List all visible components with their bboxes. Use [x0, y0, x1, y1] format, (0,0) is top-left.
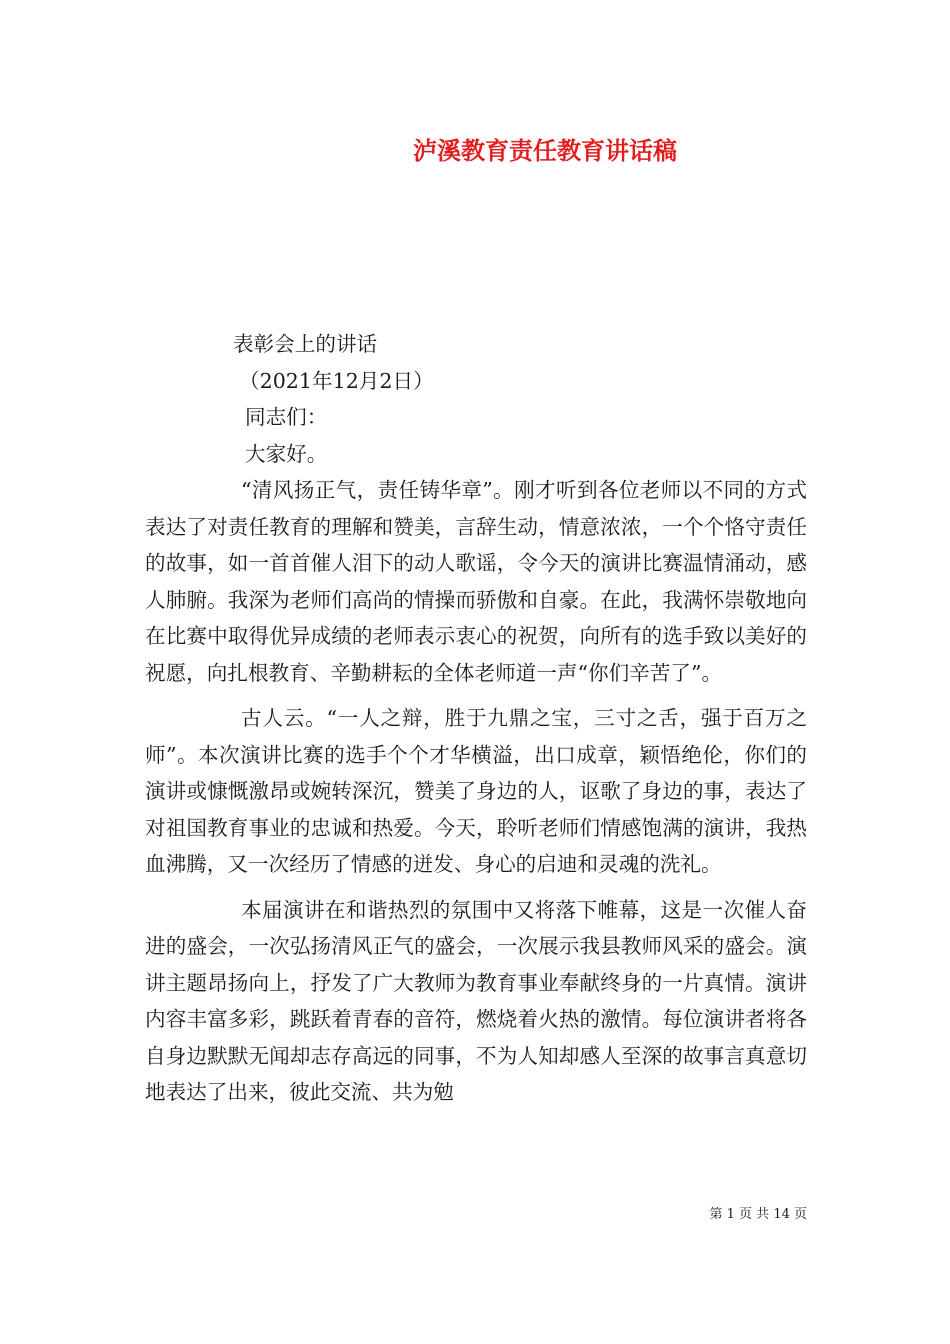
speech-date: （2021年12月2日）: [239, 368, 434, 393]
greeting: 大家好。: [245, 441, 328, 466]
salutation: 同志们：: [245, 405, 328, 429]
speech-heading: 表彰会上的讲话: [233, 332, 378, 356]
paragraph-2: 古人云。“一人之辩，胜于九鼎之宝，三寸之舌，强于百万之师”。本次演讲比赛的选手个个才华横溢，出口成章，颖悟绝伦，你们的演讲或慷慨激昂或婉转深沉，赞美了身边的人，讴歌了身边的事，表达了对祖国教育事业的忠诚和热爱。今天，聆听老师们情感饱满的演讲，我热血沸腾，又一次经历了情感的迸发、身心的启迪和灵魂的洗礼。: [145, 706, 807, 876]
paragraph-3: 本届演讲在和谐热烈的氛围中又将落下帷幕，这是一次催人奋进的盛会，一次弘扬清风正气的盛会，一次展示我县教师风采的盛会。演讲主题昂扬向上，抒发了广大教师为教育事业奉献终身的一片真情。演讲内容丰富多彩，跳跃着青春的音符，燃烧着火热的激情。每位演讲者将各自身边默默无闻却志存高远的同事，不为人知却感人至深的故事言真意切地表达了出来，彼此交流、共为勉: [145, 897, 807, 1104]
paragraph-1: “清风扬正气，责任铸华章”。刚才听到各位老师以不同的方式表达了对责任教育的理解和赞美，言辞生动，情意浓浓，一个个恪守责任的故事，如一首首催人泪下的动人歌谣，令今天的演讲比赛温情涌动，感人肺腑。我深为老师们高尚的情操而骄傲和自豪。在此，我满怀崇敬地向在比赛中取得优异成绩的老师表示衷心的祝贺，向所有的选手致以美好的祝愿，向扎根教育、辛勤耕耘的全体老师道一声“你们辛苦了”。: [145, 478, 807, 685]
page-number-footer: 第 1 页 共 14 页: [709, 1207, 807, 1222]
document-title: 泸溪教育责任教育讲话稿: [413, 137, 677, 165]
document-body: [145, 326, 807, 1111]
